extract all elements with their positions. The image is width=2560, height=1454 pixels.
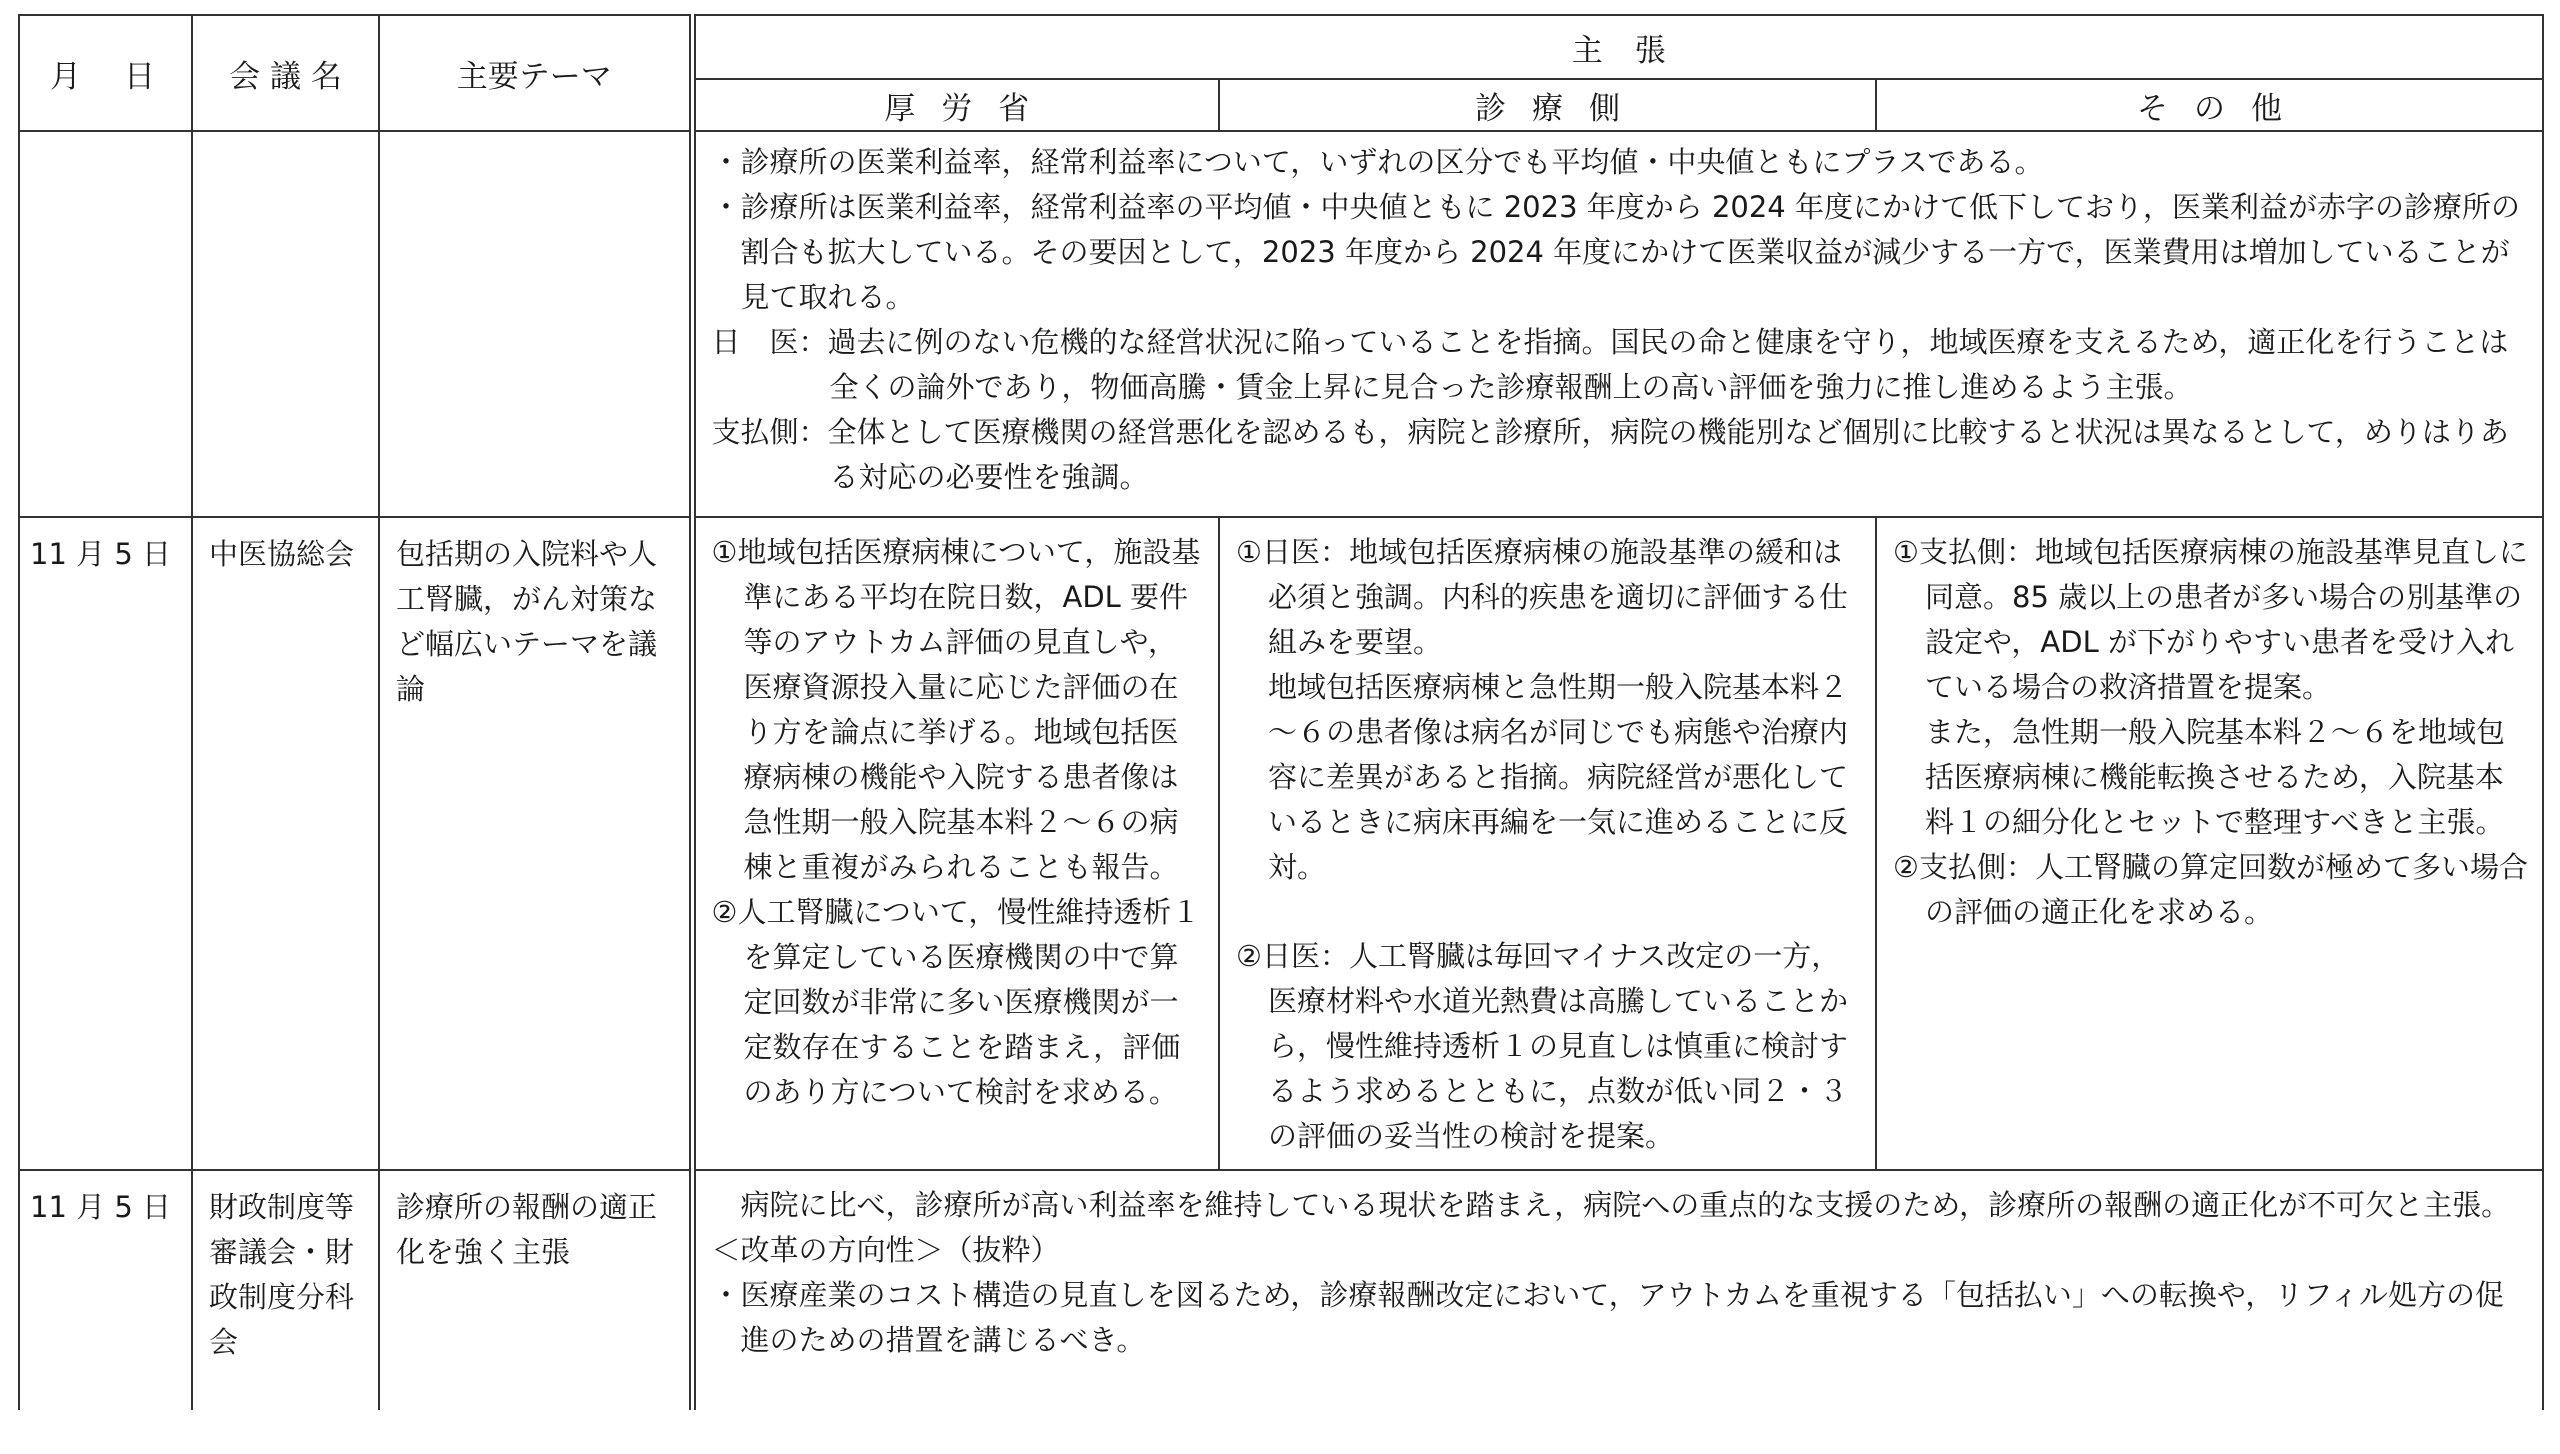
theme-cell: 包括期の入院料や人工腎臓，がん対策など幅広いテーマを議論 — [379, 517, 692, 1170]
table-row — [19, 517, 2543, 1170]
other-point-2: ②支払側：人工腎臓の算定回数が極めて多い場合の評価の適正化を求める。 — [1893, 850, 2528, 929]
mhlw-cell — [692, 517, 1219, 1170]
header-date: 月 日 — [19, 15, 192, 131]
conference-cell: 財政制度等審議会・財政制度分科会 — [192, 1170, 379, 1410]
mhlw-point-2: ②人工腎臓について，慢性維持透析１を算定している医療機関の中で算定回数が非常に多い医療機関が一定数存在することを踏まえ，評価のあり方について検討を求める。 — [711, 895, 1201, 1109]
header-theme: 主要テーマ — [379, 15, 692, 131]
date-cell: 11 月 5 日 — [19, 1170, 192, 1410]
date-cell — [19, 131, 192, 517]
table-row — [19, 1170, 2543, 1410]
theme-cell: 診療所の報酬の適正化を強く主張 — [379, 1170, 692, 1410]
table-row — [19, 131, 2543, 517]
header-mhlw: 厚労省 — [692, 79, 1219, 131]
jma-claim: 日 医：過去に例のない危機的な経営状況に陥っていることを指摘。国民の命と健康を守り，地域医療を支えるため，適正化を行うことは全くの論外であり，物価高騰・賃金上昇に見合った診療報酬上の高い評価を強力に推し進めるよう主張。 — [711, 325, 2509, 404]
bullet-text: ・診療所は医業利益率，経常利益率の平均値・中央値ともに 2023 年度から 2024 年度にかけて低下しており，医業利益が赤字の診療所の割合も拡大している。その要因として，2023 年度から 2024 年度にかけて医業収益が減少する一方で，医業費用は増加していることが見て取れる。 — [711, 190, 2520, 314]
paragraph-text: 病院に比べ，診療所が高い利益率を維持している現状を踏まえ，病院への重点的な支援のため，診療所の報酬の適正化が不可欠と主張。 — [740, 1188, 2511, 1222]
other-cell — [1876, 517, 2543, 1170]
bullet-text: ・医療産業のコスト構造の見直しを図るため，診療報酬改定において，アウトカムを重視する「包括払い」への転換や，リフィル処方の促進のための措置を講じるべき。 — [711, 1278, 2504, 1357]
clinical-cell — [1219, 517, 1876, 1170]
other-point-1-cont: また，急性期一般入院基本料２～６を地域包括医療病棟に機能転換させるため，入院基本料１の細分化とセットで整理すべきと主張。 — [1925, 715, 2506, 839]
spacer — [1236, 890, 1861, 934]
claims-cell — [692, 1170, 2543, 1410]
header-row — [19, 15, 2543, 79]
clinical-point-1-cont: 地域包括医療病棟と急性期一般入院基本料２～６の患者像は病名が同じでも病態や治療内容に差異があると指摘。病院経営が悪化しているときに病床再編を一気に進めることに反対。 — [1268, 670, 1849, 884]
conference-cell — [192, 131, 379, 517]
header-conference: 会 議 名 — [192, 15, 379, 131]
header-other: その他 — [1876, 79, 2543, 131]
header-claims: 主張 — [692, 15, 2543, 79]
theme-cell — [379, 131, 692, 517]
claims-table — [18, 14, 2544, 1410]
clinical-point-1: ①日医：地域包括医療病棟の施設基準の緩和は必須と強調。内科的疾患を適切に評価する仕組みを要望。 — [1236, 535, 1849, 659]
clinical-point-2: ②日医：人工腎臓は毎回マイナス改定の一方，医療材料や水道光熱費は高騰していることから，慢性維持透析１の見直しは慎重に検討するよう求めるとともに，点数が低い同２・３の評価の妥当性の検討を提案。 — [1236, 939, 1849, 1153]
payer-claim: 支払側：全体として医療機関の経営悪化を認めるも，病院と診療所，病院の機能別など個別に比較すると状況は異なるとして，めりはりある対応の必要性を強調。 — [711, 415, 2509, 494]
other-point-1: ①支払側：地域包括医療病棟の施設基準見直しに同意。85 歳以上の患者が多い場合の別基準の設定や，ADL が下がりやすい患者を受け入れている場合の救済措置を提案。 — [1893, 535, 2528, 704]
section-heading: ＜改革の方向性＞（抜粋） — [711, 1233, 1060, 1267]
date-cell: 11 月 5 日 — [19, 517, 192, 1170]
conference-cell: 中医協総会 — [192, 517, 379, 1170]
mhlw-point-1: ①地域包括医療病棟について，施設基準にある平均在院日数，ADL 要件等のアウトカム評価の見直しや，医療資源投入量に応じた評価の在り方を論点に挙げる。地域包括医療病棟の機能や入院する患者像は急性期一般入院基本料２～６の病棟と重複がみられることも報告。 — [711, 535, 1201, 884]
claims-cell — [692, 131, 2543, 517]
header-clinical: 診療側 — [1219, 79, 1876, 131]
bullet-text: ・診療所の医業利益率，経常利益率について，いずれの区分でも平均値・中央値ともにプラスである。 — [711, 145, 2044, 179]
